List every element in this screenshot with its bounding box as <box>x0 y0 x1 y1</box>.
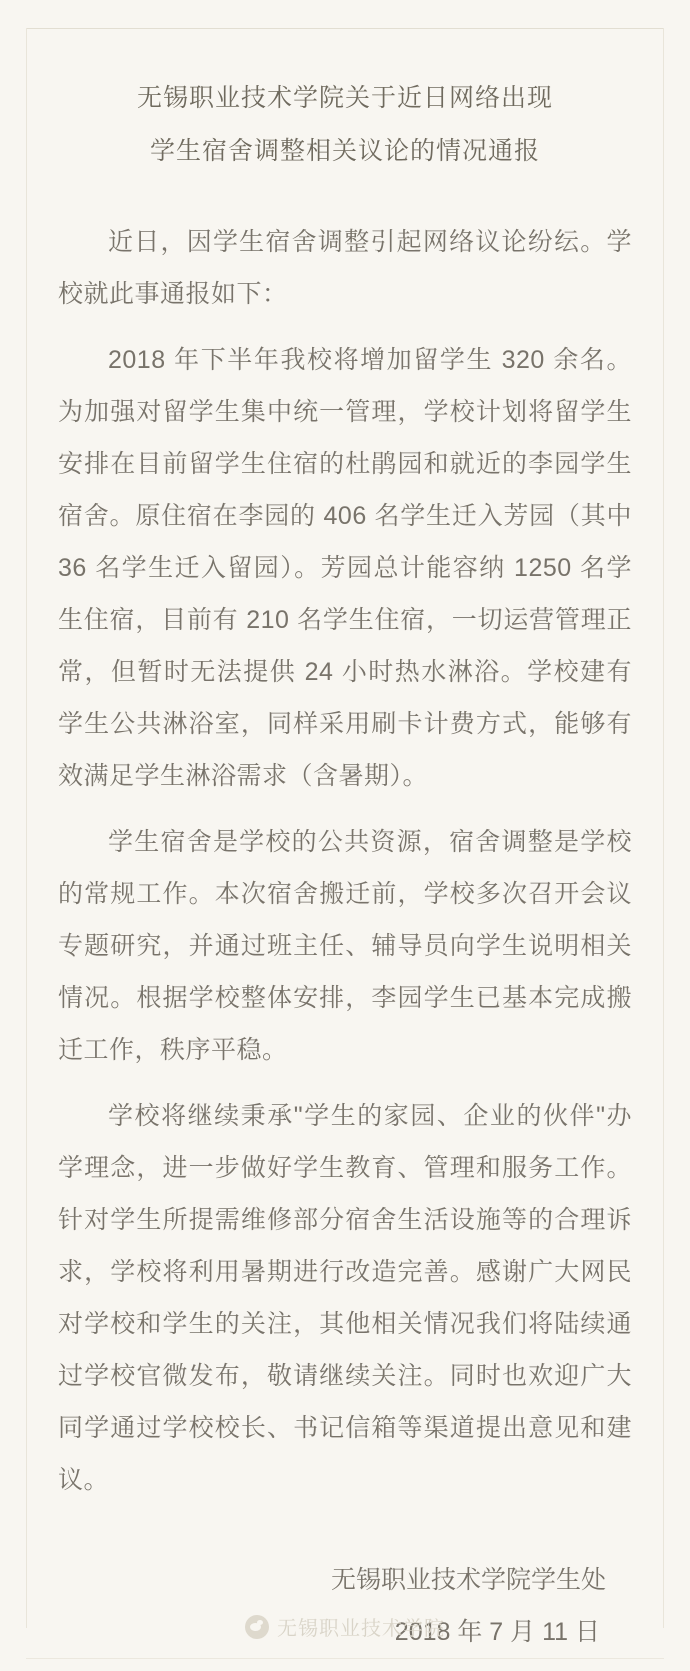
watermark <box>0 1612 690 1641</box>
signature-date: 2018 年 7 月 11 日 <box>394 1618 600 1646</box>
document-body <box>58 216 632 1506</box>
watermark-text: 无锡职业技术学院 <box>277 1618 445 1640</box>
weibo-icon <box>245 1615 269 1639</box>
signature-issuer: 无锡职业技术学院学生处 <box>330 1566 606 1594</box>
document-title <box>58 72 632 178</box>
document-signature <box>58 1554 632 1658</box>
paragraph-4: 学校将继续秉承"学生的家园、企业的伙伴"办学理念，进一步做好学生教育、管理和服务工作。针对学生所提需维修部分宿舍生活设施等的合理诉求，学校将利用暑期进行改造完善。感谢广大网民对学校和学生的关注，其他相关情况我们将陆续通过学校官微发布，敬请继续关注。同时也欢迎广大同学通过学校校长、书记信箱等渠道提出意见和建议。 <box>58 1102 632 1494</box>
frame-bottom-border <box>26 1658 664 1659</box>
title-line-2: 学生宿舍调整相关议论的情况通报 <box>149 137 540 165</box>
title-line-1: 无锡职业技术学院关于近日网络出现 <box>136 84 553 112</box>
paragraph-3: 学生宿舍是学校的公共资源，宿舍调整是学校的常规工作。本次宿舍搬迁前，学校多次召开会议专题研究，并通过班主任、辅导员向学生说明相关情况。根据学校整体安排，李园学生已基本完成搬迁工作，秩序平稳。 <box>58 828 632 1064</box>
paragraph-2: 2018 年下半年我校将增加留学生 320 余名。为加强对留学生集中统一管理，学校计划将留学生安排在目前留学生住宿的杜鹃园和就近的李园学生宿舍。原住宿在李园的 406 名学生迁入芳园（其中 36 名学生迁入留园）。芳园总计能容纳 1250 名学生住宿，目前有 210 名学生住宿，一切运营管理正常，但暂时无法提供 24 小时热水淋浴。学校建有学生公共淋浴室，同样采用刷卡计费方式，能够有效满足学生淋浴需求（含暑期）。 <box>58 346 632 790</box>
paragraph-1: 近日，因学生宿舍调整引起网络议论纷纭。学校就此事通报如下： <box>58 228 632 308</box>
